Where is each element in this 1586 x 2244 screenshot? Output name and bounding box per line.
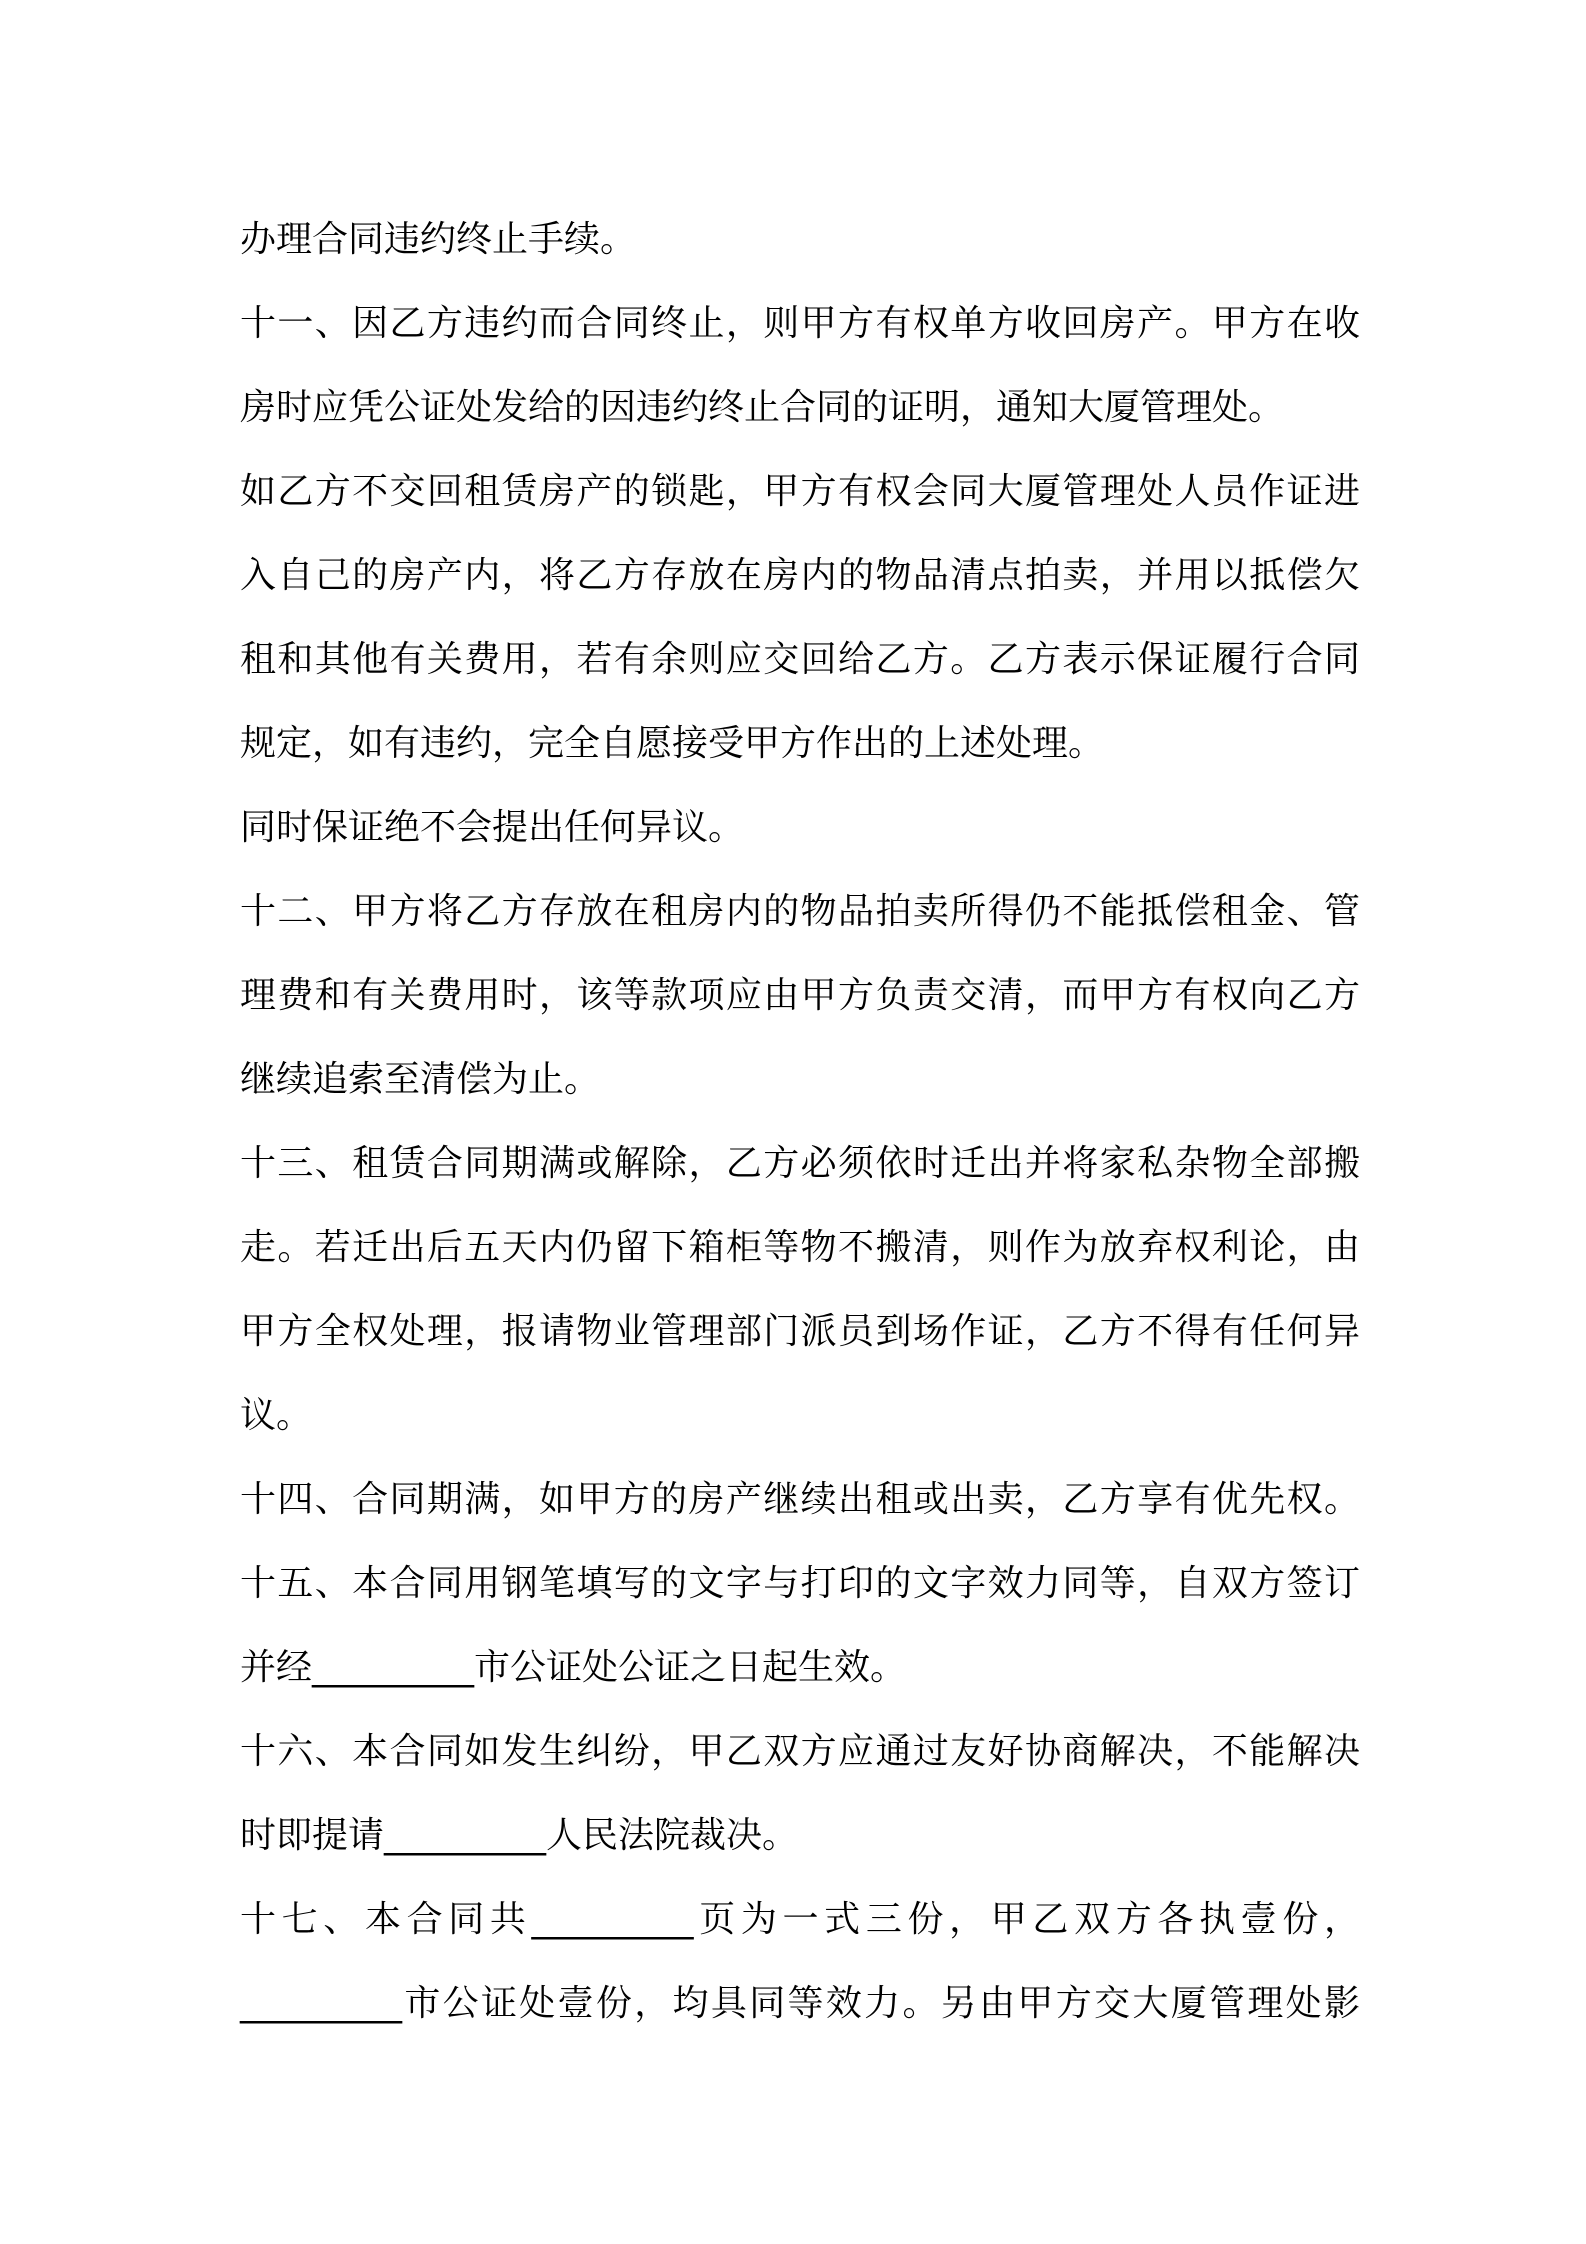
text-line: 十四、合同期满，如甲方的房产继续出租或出卖，乙方享有优先权。 [240,1479,1360,1520]
text-line: 十七、本合同共_________页为一式三份，甲乙双方各执壹份， [240,1899,1360,1940]
text-line: 规定，如有违约，完全自愿接受甲方作出的上述处理。 [240,723,1105,764]
text-line: 租和其他有关费用，若有余则应交回给乙方。乙方表示保证履行合同 [240,639,1360,680]
text-line: 十一、因乙方违约而合同终止，则甲方有权单方收回房产。甲方在收 [240,303,1360,344]
text-line: 同时保证绝不会提出任何异议。 [240,807,745,848]
text-line: 走。若迁出后五天内仍留下箱柜等物不搬清，则作为放弃权利论，由 [240,1227,1360,1268]
text-line: 甲方全权处理，报请物业管理部门派员到场作证，乙方不得有任何异 [240,1311,1360,1352]
text-line: 十五、本合同用钢笔填写的文字与打印的文字效力同等，自双方签订 [240,1563,1360,1604]
text-line: 十二、甲方将乙方存放在租房内的物品拍卖所得仍不能抵偿租金、管 [240,891,1360,932]
text-line: 十六、本合同如发生纠纷，甲乙双方应通过友好协商解决，不能解决 [240,1731,1360,1772]
text-line: 并经_________市公证处公证之日起生效。 [240,1647,907,1688]
text-line: 十三、租赁合同期满或解除，乙方必须依时迁出并将家私杂物全部搬 [240,1143,1360,1184]
text-line: _________市公证处壹份，均具同等效力。另由甲方交大厦管理处影 [240,1983,1360,2024]
document-body [240,198,1360,2046]
text-line: 如乙方不交回租赁房产的锁匙，甲方有权会同大厦管理处人员作证进 [240,471,1360,512]
text-line: 入自己的房产内，将乙方存放在房内的物品清点拍卖，并用以抵偿欠 [240,555,1360,596]
text-line: 时即提请_________人民法院裁决。 [240,1815,799,1856]
text-line: 房时应凭公证处发给的因违约终止合同的证明，通知大厦管理处。 [240,387,1285,428]
text-line: 办理合同违约终止手续。 [240,219,637,260]
text-line: 议。 [240,1395,313,1436]
text-line: 继续追索至清偿为止。 [240,1059,601,1100]
text-line: 理费和有关费用时，该等款项应由甲方负责交清，而甲方有权向乙方 [240,975,1360,1016]
